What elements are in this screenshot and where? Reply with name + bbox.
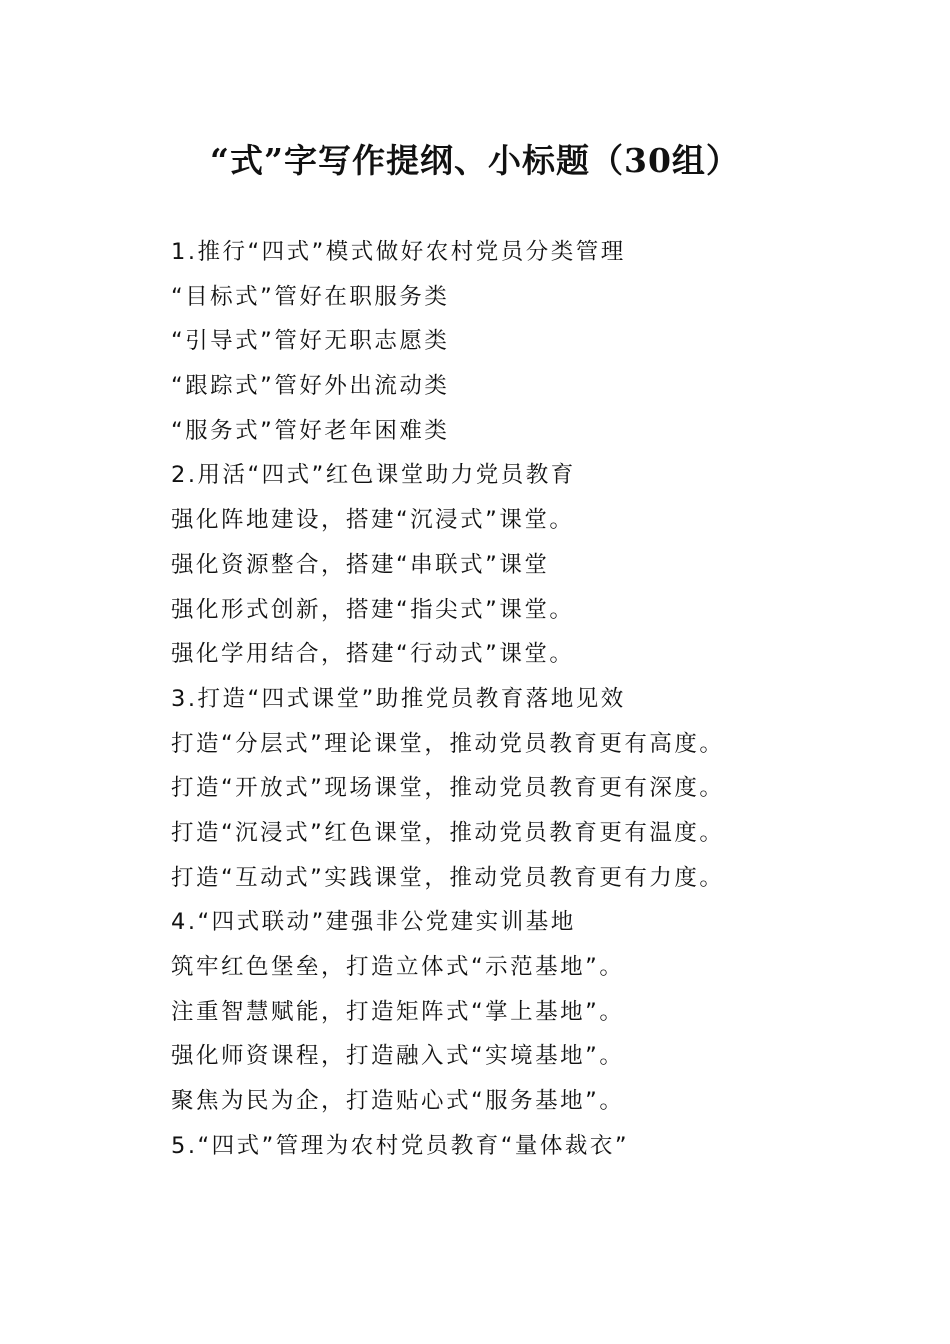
outline-item: 注重智慧赋能，打造矩阵式“掌上基地”。 <box>171 998 625 1025</box>
outline-item: “目标式”管好在职服务类 <box>171 283 450 310</box>
outline-item: 打造“分层式”理论课堂，推动党员教育更有高度。 <box>171 730 725 757</box>
outline-item: “引导式”管好无职志愿类 <box>171 328 450 355</box>
outline-item: “跟踪式”管好外出流动类 <box>171 373 450 400</box>
section-heading-4: 4.“四式联动”建强非公党建实训基地 <box>171 909 576 936</box>
outline-item: 打造“互动式”实践课堂，推动党员教育更有力度。 <box>171 864 725 891</box>
document-title: “式”字写作提纲、小标题（30组） <box>210 141 740 180</box>
outline-item: 打造“沉浸式”红色课堂，推动党员教育更有温度。 <box>171 819 725 846</box>
outline-item: 强化资源整合，搭建“串联式”课堂 <box>171 551 550 578</box>
outline-item: 筑牢红色堡垒，打造立体式“示范基地”。 <box>171 954 625 980</box>
section-heading-2: 2.用活“四式”红色课堂助力党员教育 <box>171 462 576 489</box>
outline-item: 强化师资课程，打造融入式“实境基地”。 <box>171 1043 625 1070</box>
outline-item: 强化阵地建设，搭建“沉浸式”课堂。 <box>171 507 575 534</box>
section-heading-1: 1.推行“四式”模式做好农村党员分类管理 <box>171 239 626 265</box>
outline-item: 强化学用结合，搭建“行动式”课堂。 <box>171 641 575 668</box>
document-body <box>171 230 911 1168</box>
outline-item: 聚焦为民为企，打造贴心式“服务基地”。 <box>171 1088 625 1115</box>
outline-item: “服务式”管好老年困难类 <box>171 417 450 444</box>
section-heading-3: 3.打造“四式课堂”助推党员教育落地见效 <box>171 685 626 712</box>
outline-item: 打造“开放式”现场课堂，推动党员教育更有深度。 <box>171 775 725 802</box>
section-heading-5: 5.“四式”管理为农村党员教育“量体裁衣” <box>171 1132 630 1159</box>
outline-item: 强化形式创新，搭建“指尖式”课堂。 <box>171 596 575 623</box>
